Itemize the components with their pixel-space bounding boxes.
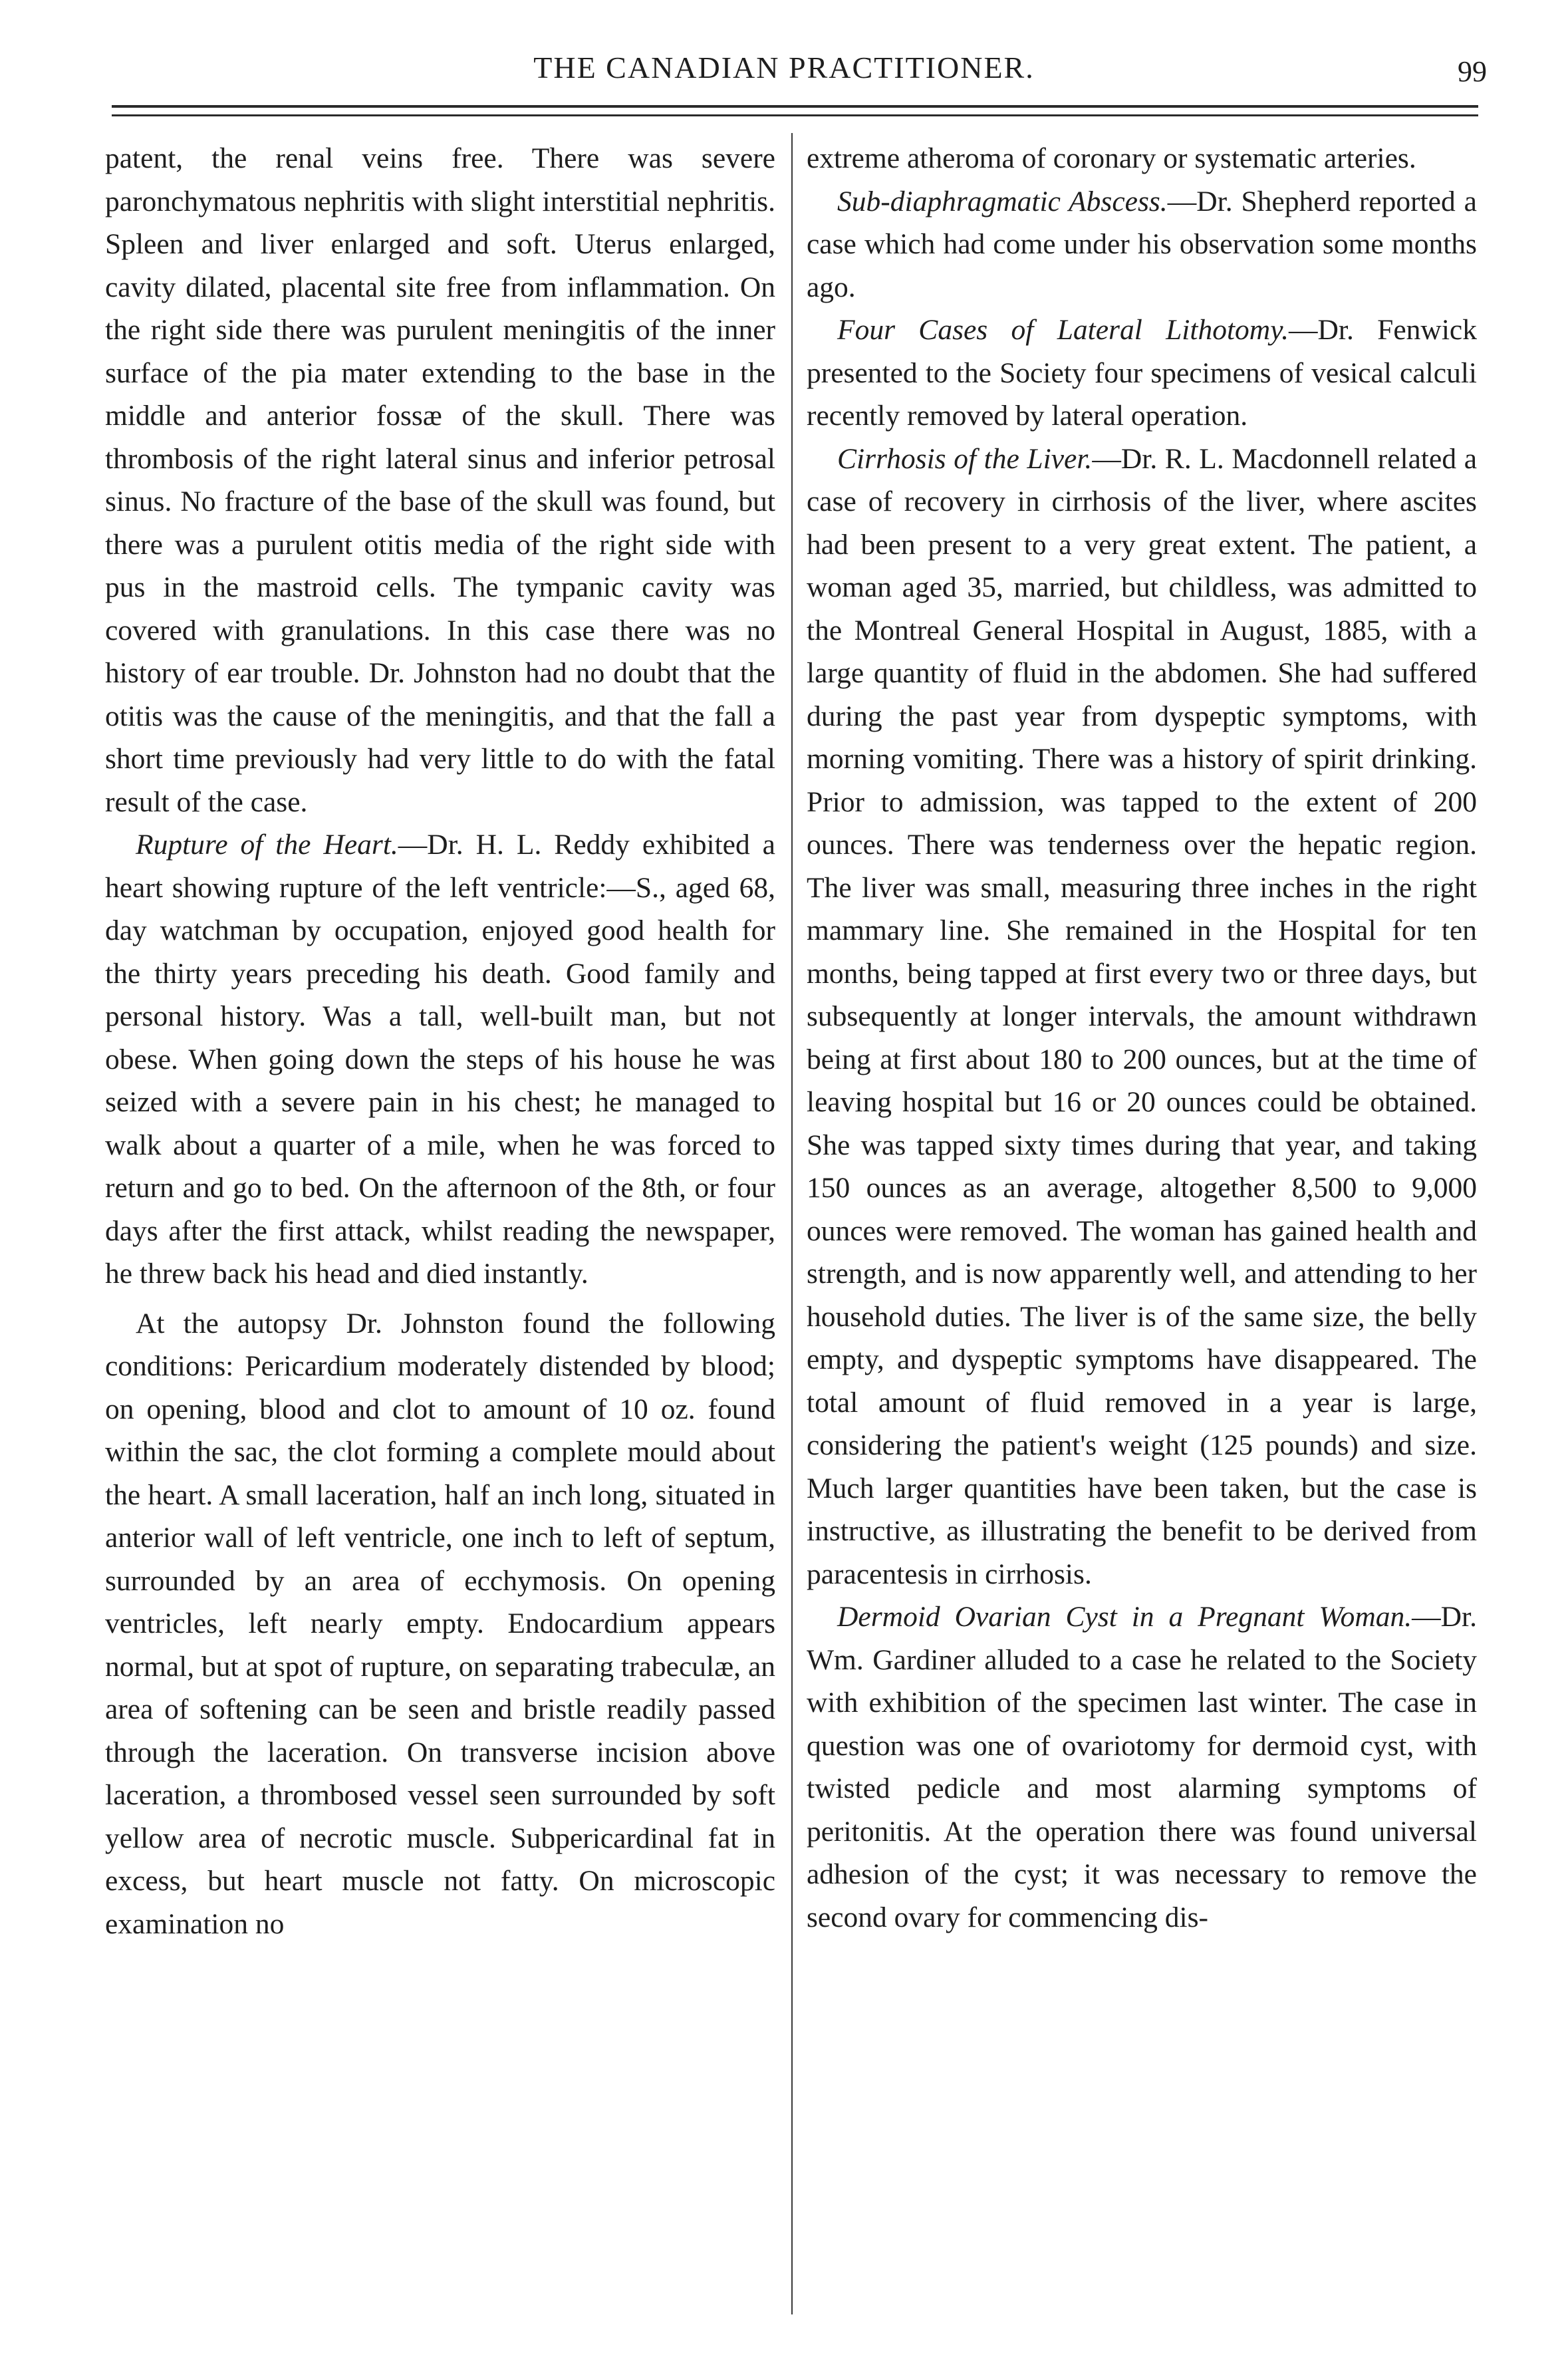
paragraph-dermoid-ovarian-cyst [807,1596,1477,1939]
paragraph-lateral-lithotomy [807,309,1477,438]
section-heading-sub-diaphragmatic-abscess: Sub-diaphragmatic Abscess. [837,185,1168,217]
column-divider [791,133,793,2314]
paragraph-cirrhosis-of-liver [807,438,1477,1596]
page-number: 99 [1458,55,1487,88]
section-heading-dermoid-ovarian-cyst: Dermoid Ovarian Cyst in a Pregnant Woman. [837,1601,1412,1633]
running-title: THE CANADIAN PRACTITIONER. [533,51,1035,84]
right-column [807,137,1477,1939]
paragraph-autopsy: At the autopsy Dr. Johnston found the following conditions: Pericardium moderately distended by blood; on opening, blood and clot to amount of 10 oz. found within the sac, the clot forming a complete mould about the heart. A small laceration, half an inch long, situated in anterior wall of left ventricle, one inch to left of septum, surrounded by an area of ecchymosis. On opening ventricles, left nearly empty. Endocardium appears normal, but at spot of rupture, on separating trabeculæ, an area of softening can be seen and bristle readily passed through the laceration. On transverse incision above laceration, a thrombosed vessel seen surrounded by soft yellow area of necrotic muscle. Subpericardinal fat in excess, but heart muscle not fatty. On microscopic examination no [105,1307,775,1940]
paragraph-rupture-of-heart [105,823,775,1296]
section-heading-lateral-lithotomy: Four Cases of Lateral Lithotomy. [837,314,1289,346]
header-rule-bottom [112,114,1478,116]
header-rule-top [112,105,1478,108]
section-body-cirrhosis-of-liver: —Dr. R. L. Macdonnell related a case of recovery in cirrhosis of the liver, where ascites had been present to a very great extent. The patient, a woman aged 35, married, but childless, was admitted to the Montreal General Hospital in August, 1885, with a large quantity of fluid in the abdomen. She had suffered during the past year from dyspeptic symptoms, with morning vomiting. There was a history of spirit drinking. Prior to admission, was tapped to the extent of 200 ounces. There was tenderness over the hepatic region. The liver was small, measuring three inches in the right mammary line. She remained in the Hospital for ten months, being tapped at first every two or three days, but subsequently at longer intervals, the amount withdrawn being at first about 180 to 200 ounces, but at the time of leaving hospital but 16 or 20 ounces could be obtained. She was tapped sixty times during that year, and taking 150 ounces as an average, altogether 8,500 to 9,000 ounces were removed. The woman has gained health and strength, and is now apparently well, and attending to her household duties. The liver is of the same size, the belly empty, and dyspeptic symptoms have disappeared. The total amount of fluid removed in a year is large, considering the patient's weight (125 pounds) and size. Much larger quantities have been taken, but the case is instructive, as illustrating the benefit to be derived from paracentesis in cirrhosis. [807,442,1477,1590]
paragraph-sub-diaphragmatic-abscess [807,180,1477,309]
section-body-sub-diaphragmatic-abscess: —Dr. Shepherd reported a case which had come under his observation some months ago. [807,185,1477,303]
section-heading-rupture-of-heart: Rupture of the Heart. [136,829,398,861]
section-body-rupture-of-heart: —Dr. H. L. Reddy exhibited a heart showing rupture of the left ventricle:—S., aged 68, day watchman by occupation, enjoyed good health for the thirty years preceding his death. Good family and personal history. Was a tall, well-built man, but not obese. When going down the steps of his house he was seized with a severe pain in his chest; he managed to walk about a quarter of a mile, when he was forced to return and go to bed. On the afternoon of the 8th, or four days after the first attack, whilst reading the newspaper, he threw back his head and died instantly. [105,829,775,1290]
page-header [0,47,1568,100]
section-heading-cirrhosis-of-liver: Cirrhosis of the Liver. [837,442,1093,475]
section-body-lateral-lithotomy: —Dr. Fenwick presented to the Society four specimens of vesical calculi recently removed by lateral operation. [807,314,1477,432]
paragraph-renal-findings: patent, the renal veins free. There was severe paronchymatous nephritis with slight interstitial nephritis. Spleen and liver enlarged and soft. Uterus enlarged, cavity dilated, placental site free from inflammation. On the right side there was purulent meningitis of the inner surface of the pia mater extending to the base in the middle and anterior fossæ of the skull. There was thrombosis of the right lateral sinus and inferior petrosal sinus. No fracture of the base of the skull was found, but there was a purulent otitis media of the right side with pus in the mastroid cells. The tympanic cavity was covered with granulations. In this case there was no history of ear trouble. Dr. Johnston had no doubt that the otitis was the cause of the meningitis, and that the fall a short time previously had very little to do with the fatal result of the case. [105,142,775,818]
left-column [105,137,775,1945]
paragraph-continuation: extreme atheroma of coronary or systematic arteries. [807,142,1416,174]
section-body-dermoid-ovarian-cyst: —Dr. Wm. Gardiner alluded to a case he related to the Society with exhibition of the specimen last winter. The case in question was one of ovariotomy for dermoid cyst, with twisted pedicle and most alarming symptoms of peritonitis. At the operation there was found universal adhesion of the cyst; it was necessary to remove the second ovary for commencing dis- [807,1601,1477,1933]
